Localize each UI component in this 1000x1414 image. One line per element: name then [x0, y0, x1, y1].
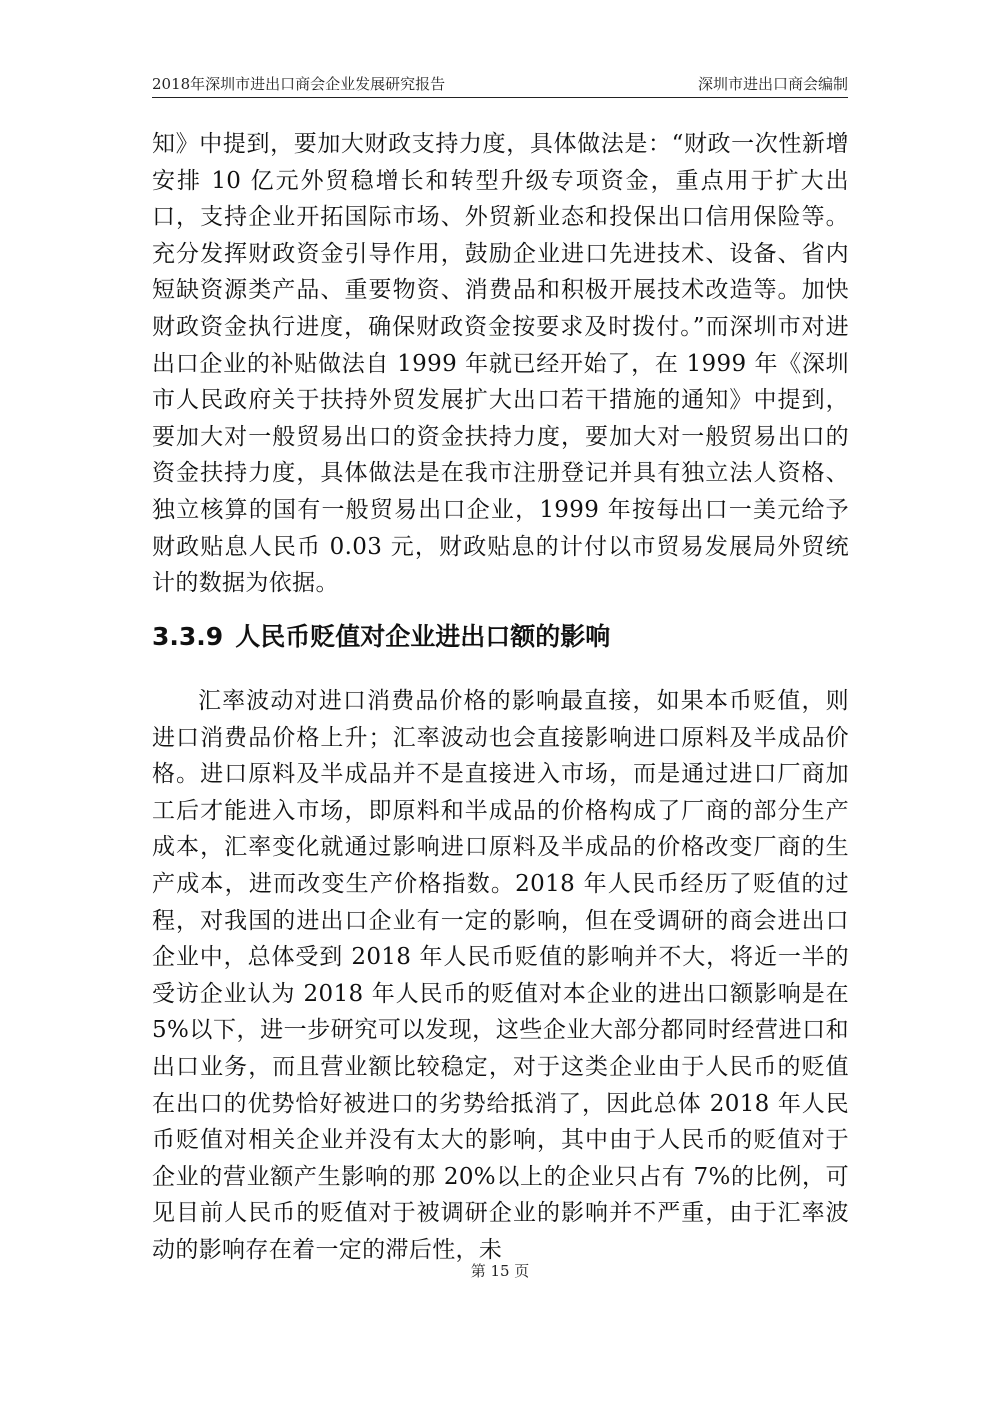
report-title: 2018年深圳市进出口商会企业发展研究报告	[152, 75, 446, 93]
section-heading	[152, 617, 610, 653]
publisher-name: 深圳市进出口商会编制	[697, 75, 848, 93]
header-divider	[152, 97, 848, 98]
section-number: 3.3.9	[152, 622, 224, 651]
body-paragraph: 知》中提到，要加大财政支持力度，具体做法是：“财政一次性新增安排 10 亿元外贸稳增长和转型升级专项资金，重点用于扩大出口，支持企业开拓国际市场、外贸新业态和投保出口信用保险等。充分发挥财政资金引导作用，鼓励企业进口先进技术、设备、省内短缺资源类产品、重要物资、消费品和积极开展技术改造等。加快财政资金执行进度，确保财政资金按要求及时拨付。”而深圳市对进出口企业的补贴做法自 1999 年就已经开始了，在 1999 年《深圳市人民政府关于扶持外贸发展扩大出口若干措施的通知》中提到，要加大对一般贸易出口的资金扶持力度，要加大对一般贸易出口的资金扶持力度，具体做法是在我市注册登记并具有独立法人资格、独立核算的国有一般贸易出口企业，1999 年按每出口一美元给予财政贴息人民币 0.03 元，财政贴息的计付以市贸易发展局外贸统计的数据为依据。	[152, 131, 849, 597]
section-title: 人民币贬值对企业进出口额的影响	[235, 622, 611, 651]
body-paragraph: 汇率波动对进口消费品价格的影响最直接，如果本币贬值，则进口消费品价格上升；汇率波动也会直接影响进口原料及半成品价格。进口原料及半成品并不是直接进入市场，而是通过进口厂商加工后才能进入市场，即原料和半成品的价格构成了厂商的部分生产成本，汇率变化就通过影响进口原料及半成品的价格改变厂商的生产成本，进而改变生产价格指数。2018 年人民币经历了贬值的过程，对我国的进出口企业有一定的影响，但在受调研的商会进出口企业中，总体受到 2018 年人民币贬值的影响并不大，将近一半的受访企业认为 2018 年人民币的贬值对本企业的进出口额影响是在 5%以下，进一步研究可以发现，这些企业大部分都同时经营进口和出口业务，而且营业额比较稳定，对于这类企业由于人民币的贬值在出口的优势恰好被进口的劣势给抵消了，因此总体 2018 年人民币贬值对相关企业并没有太大的影响，其中由于人民币的贬值对于企业的营业额产生影响的那 20%以上的企业只占有 7%的比例，可见目前人民币的贬值对于被调研企业的影响并不严重，由于汇率波动的影响存在着一定的滞后性，未	[152, 688, 849, 1263]
running-header	[152, 66, 848, 94]
page-number: 第 15 页	[470, 1262, 530, 1280]
